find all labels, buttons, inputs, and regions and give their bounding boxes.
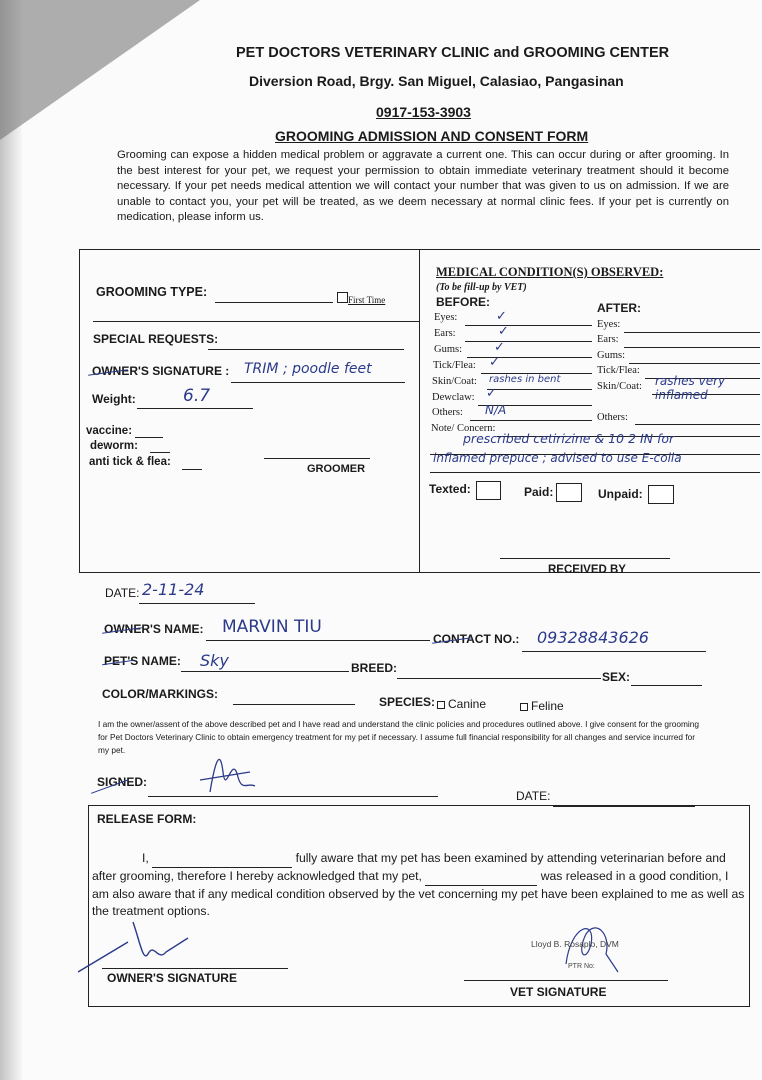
species-label: SPECIES: [379,695,436,709]
intro-paragraph: Grooming can expose a hidden medical problem or aggravate a current one. This can occur during or after grooming. In the best interest for your pet, we request your permission to obtain immediate veterinary treatment should it become necessary. If your pet needs medical attention we will contact your number that was given to us on admission. If we are unable to contact you, your pet will be treated, as we deem necessary at normal clinic fees. If your pet is currently on medication, please inform us. [117,149,729,223]
vaccine-field[interactable] [135,437,163,438]
vaccine-label: vaccine: [86,425,133,437]
weight-label: Weight: [92,392,136,406]
deworm-label: deworm: [90,440,138,452]
form-title: GROOMING ADMISSION AND CONSENT FORM [275,128,589,144]
groomer-signature-line[interactable] [264,458,370,459]
note-concern-label: Note/ Concern: [431,423,496,434]
date-field[interactable] [139,603,255,604]
received-by-line[interactable] [500,558,670,559]
breed-field[interactable] [397,678,601,679]
owners-name-field[interactable] [206,640,430,641]
pets-name-handwriting: Sky [200,651,229,670]
groomer-label: GROOMER [307,463,366,475]
before-eyes-check: ✓ [496,309,507,324]
owners-signature-handwriting: TRIM ; poodle feet [244,361,372,377]
release-pet-field[interactable] [425,868,537,886]
owners-name-handwriting: MARVIN TIU [222,617,322,637]
contact-no-handwriting: 09328843626 [537,628,649,647]
after-eyes-field[interactable] [624,332,760,333]
color-markings-field[interactable] [233,704,355,705]
after-gums-field[interactable] [629,363,760,364]
before-dewclaw-label: Dewclaw: [432,392,475,403]
release-text-2: fully aware that my pet has been examined by attending veterinarian before and after grooming, therefore I hereby acknowledged that my pet, [92,851,726,883]
owner-release-signature-line[interactable] [102,968,288,969]
paid-label: Paid: [524,485,554,499]
unpaid-label: Unpaid: [598,487,643,501]
before-gums-check: ✓ [494,340,505,355]
feline-checkbox[interactable] [520,703,528,711]
release-paragraph [92,850,748,920]
before-ears-label: Ears: [434,328,456,339]
release-owners-signature-label: OWNER'S SIGNATURE [107,971,237,985]
clinic-name: PET DOCTORS VETERINARY CLINIC and GROOMING CENTER [236,45,670,61]
release-text-1: I, [142,851,149,865]
canine-checkbox[interactable] [437,701,445,709]
before-label: BEFORE: [436,295,490,309]
weight-field[interactable] [137,408,253,409]
vet-signature-label: VET SIGNATURE [510,985,607,999]
sex-label: SEX: [602,670,631,684]
before-gums-label: Gums: [434,344,463,355]
pets-name-label: PET'S NAME: [104,654,181,668]
before-eyes-label: Eyes: [434,312,458,323]
grooming-type-label: GROOMING TYPE: [96,285,208,299]
after-label: AFTER: [597,301,641,315]
after-others-field[interactable] [635,424,760,425]
box-divider [419,250,420,572]
note-handwriting-1: prescribed cetirizine & 10 2 IN for [463,431,675,446]
canine-label: Canine [448,697,487,711]
medical-subtitle: (To be fill-up by VET) [436,282,527,293]
before-tick-flea-label: Tick/Flea: [433,360,476,371]
page-edge-shadow [0,0,22,1080]
unpaid-checkbox[interactable] [648,485,674,504]
after-eyes-label: Eyes: [597,319,621,330]
before-others-field[interactable] [470,420,592,421]
before-dewclaw-check: ✓ [486,386,497,401]
anti-tick-flea-field[interactable] [182,469,202,470]
after-ears-label: Ears: [597,334,619,345]
date-label: DATE: [105,586,140,600]
anti-tick-flea-label: anti tick & flea: [89,456,171,468]
grooming-type-field[interactable] [215,302,333,303]
texted-checkbox[interactable] [476,481,501,500]
deworm-field[interactable] [150,452,170,453]
date-handwriting: 2-11-24 [142,580,205,599]
first-time-label: First Time [348,295,386,305]
after-tick-flea-label: Tick/Flea: [597,365,640,376]
texted-label: Texted: [429,482,471,496]
vet-stamp-name: Lloyd B. Rosaplo, DVM [531,939,619,949]
owners-signature-label: OWNER'S SIGNATURE : [92,364,230,378]
before-ears-field[interactable] [465,341,592,342]
clinic-phone: 0917-153-3903 [376,104,471,120]
before-ears-check: ✓ [498,324,509,339]
release-text-3: was released in a good condition, I am also aware that if any medical condition observed by the vet concerning my pet have been explained to me as well as the treatment options. [92,869,745,918]
before-others-label: Others: [432,407,463,418]
consent-date-label: DATE: [516,789,551,803]
signed-label: SIGNED: [97,775,148,789]
consent-paragraph: I am the owner/assent of the above described pet and I have read and understand the clinic policies and procedures outlined above. I give consent for the grooming for Pet Doctors Veterinary Clinic to obtain emergency treatment for my pet if necessary. I assume full financial responsibility for all changes and service incurred for my pet. [98,719,699,755]
contact-no-field[interactable] [522,651,706,652]
before-tick-flea-check: ✓ [489,355,500,370]
contact-no-label: CONTACT NO.: [433,632,520,646]
owner-signature-scribble-1 [190,742,260,802]
before-gums-field[interactable] [467,357,592,358]
note-line-3[interactable] [430,472,760,473]
before-others-handwriting: N/A [485,403,507,417]
clinic-address: Diversion Road, Brgy. San Miguel, Calasiao, Pangasinan [249,73,624,89]
release-name-field[interactable] [152,850,292,868]
medical-title: MEDICAL CONDITION(S) OBSERVED: [436,265,664,279]
received-by-label: RECEIVED BY [548,564,626,576]
pets-name-field[interactable] [181,671,349,672]
owners-name-label: OWNER'S NAME: [104,622,204,636]
before-eyes-field[interactable] [465,325,592,326]
color-markings-label: COLOR/MARKINGS: [102,687,218,701]
folded-corner-shadow [0,0,200,140]
sex-field[interactable] [631,685,702,686]
special-requests-label: SPECIAL REQUESTS: [93,332,219,346]
vet-stamp-ptr: PTR No: [568,963,595,970]
after-ears-field[interactable] [624,347,760,348]
feline-label: Feline [531,699,564,713]
special-requests-field[interactable] [208,349,404,350]
after-skin-coat-handwriting: rashes very inflamed [655,374,726,402]
breed-label: BREED: [351,661,398,675]
before-skin-coat-field[interactable] [487,389,592,390]
after-gums-label: Gums: [597,350,626,361]
release-form-title: RELEASE FORM: [97,812,197,826]
owners-signature-field[interactable] [231,382,405,383]
paid-checkbox[interactable] [556,483,582,502]
grooming-type-line-2 [93,321,420,322]
vet-signature-line[interactable] [464,980,668,981]
after-others-label: Others: [597,412,628,423]
before-skin-coat-handwriting: rashes in bent [489,374,561,385]
after-skin-coat-label: Skin/Coat: [597,381,642,392]
note-handwriting-2: inflamed prepuce ; advised to use E-colla [433,451,682,465]
first-time-checkbox[interactable] [337,292,348,303]
weight-handwriting: 6.7 [183,386,211,406]
before-skin-coat-label: Skin/Coat: [432,376,477,387]
